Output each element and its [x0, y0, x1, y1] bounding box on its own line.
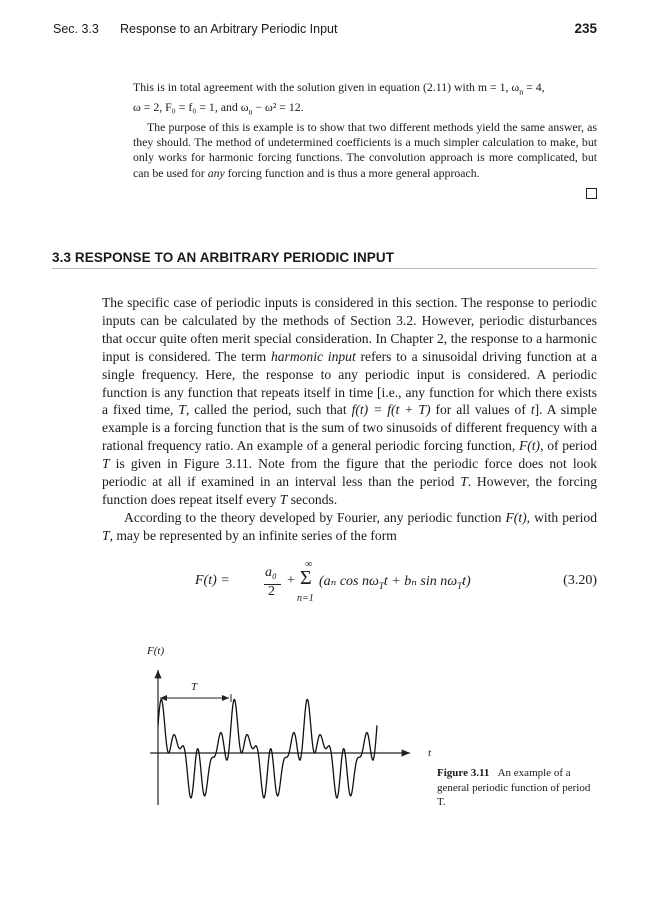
- equation-number: (3.20): [563, 573, 597, 588]
- figure-3-11-plot: [140, 660, 440, 820]
- eq-lhs: F(t) =: [195, 573, 230, 588]
- eq-series-term: (aₙ $\cos n\omega_Tt + b_n$ $\sin n\omega_Tt$): [319, 574, 471, 591]
- periodic-waveform: [158, 700, 377, 798]
- eq-plus: +: [287, 573, 295, 588]
- eq-sum-upper-limit: ∞: [305, 559, 313, 570]
- body-text: [102, 294, 597, 545]
- eq-sigma: Σ: [300, 567, 312, 589]
- running-header-section: Sec. 3.3: [53, 22, 99, 36]
- section-rule: [52, 268, 597, 269]
- paragraph-2: According to the theory developed by Fourier, any periodic function F(t), with period T, may be represented by an infinite series of the form: [102, 509, 597, 543]
- eq-fraction-denominator: 2: [268, 584, 275, 599]
- figure-caption: Figure 3.11 An example of a general periodic function of period T.: [437, 767, 591, 808]
- running-header-title: Response to an Arbitrary Periodic Input: [120, 22, 338, 36]
- eq-sum-lower-limit: n=1: [297, 593, 314, 604]
- period-label: T: [191, 681, 198, 693]
- example-paragraph: The purpose of this is example is to show that two different methods yield the same answer, as they should. The method of undetermined coefficients is a much simpler calculation to make, but only works for harmonic forcing functions. The convolution approach is more complicated, but can be used for any forcing function and is thus a more general approach.: [133, 119, 597, 180]
- example-line-2: ω = 2, F₀ = f₀ = 1, and $\omega_n - \omega^2 = 12$.: [133, 99, 304, 117]
- figure-y-axis-label: F(t): [147, 645, 165, 657]
- figure-x-axis-label: t: [428, 747, 432, 759]
- eq-fraction-numerator: a₀: [265, 565, 277, 580]
- page-number: 235: [574, 21, 597, 36]
- end-of-example-box: [586, 188, 597, 199]
- equation-3-20: [195, 559, 595, 615]
- example-conclusion: [133, 80, 597, 181]
- paragraph-1: The specific case of periodic inputs is considered in this section. The response to periodic inputs can be calculated by the methods of Section 3.2. However, periodic disturbances that occur quite often merit special consideration. In Chapter 2, the response to a harmonic input is considered. The term harmonic input refers to a sinusoidal driving function at a single frequency. Here, the response to any periodic input is considered. A periodic function is any function that repeats itself in time [i.e., any function for which there exists a fixed time, T, called the period, such that f(t) = f(t + T) for all values of t]. A simple example is a forcing function that is the sum of two sinusoids of different frequency with a rational frequency ratio. An example of a general periodic forcing function, F(t), of period T is given in Figure 3.11. Note from the figure that the periodic force does not look periodic at all if examined in an interval less than the period T. However, the forcing function does repeat itself every T seconds.: [102, 295, 598, 507]
- example-line-1: This is in total agreement with the solution given in equation (2.11) with m = 1, $\omega_n = 4$,: [133, 80, 545, 97]
- section-heading: 3.3 RESPONSE TO AN ARBITRARY PERIODIC INPUT: [52, 250, 395, 265]
